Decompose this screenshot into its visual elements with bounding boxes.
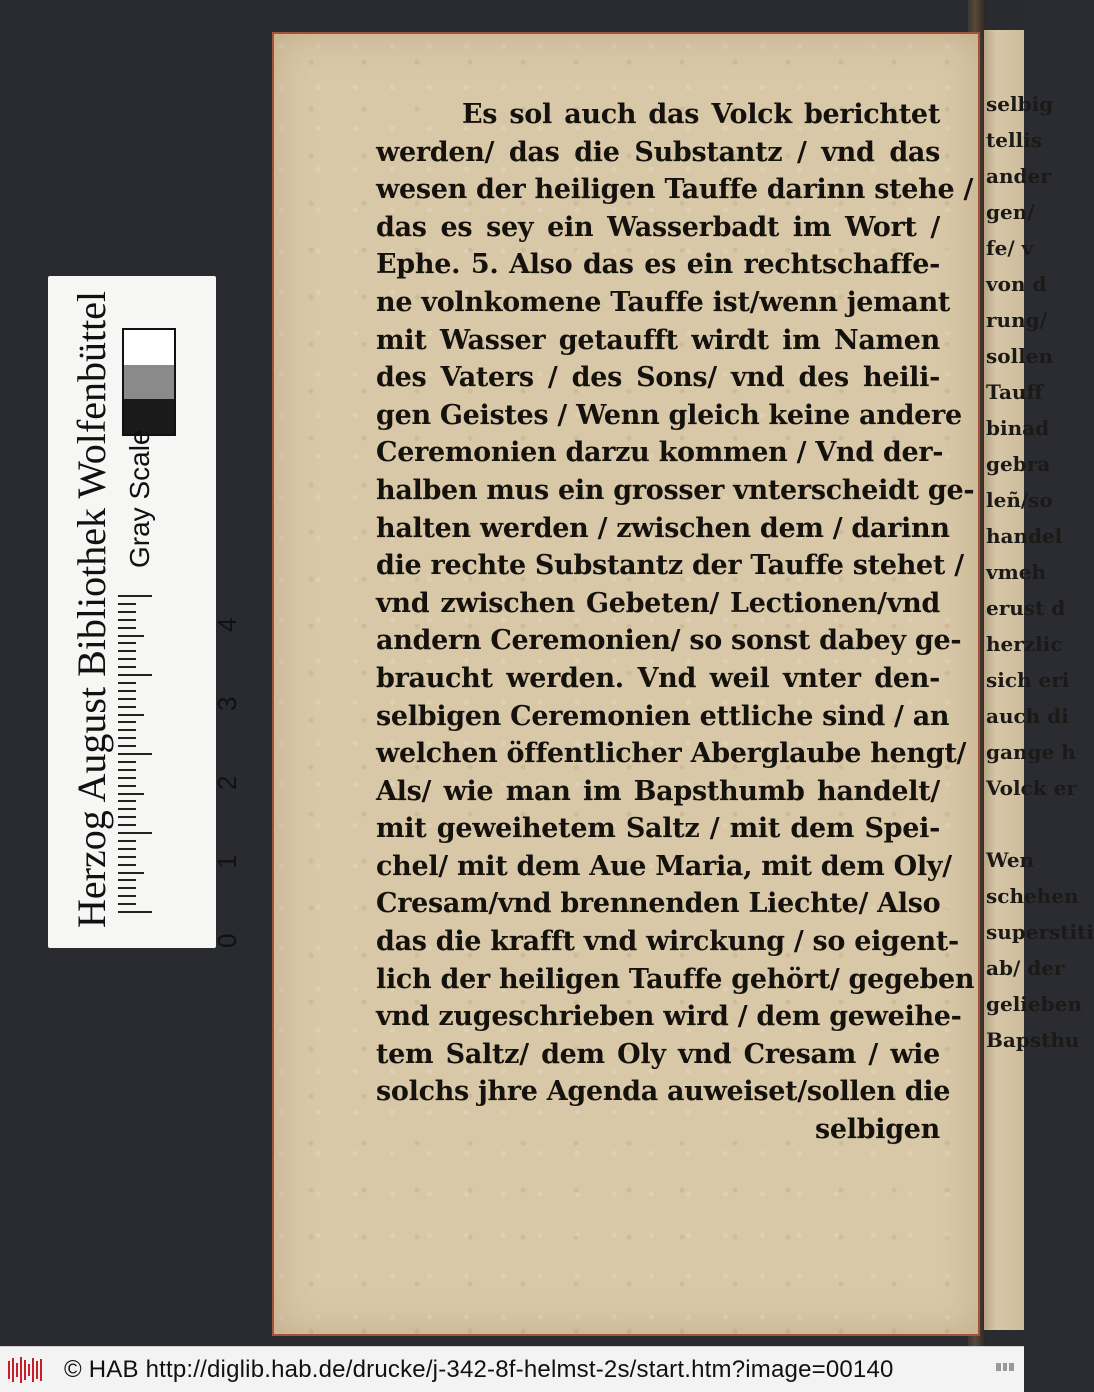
text-line: Als/ wie man im Bapsthumb handelt/ [376,775,940,807]
next-page-fragment: Wen [986,848,1035,872]
next-page-fragment: gebra [986,452,1051,476]
text-line: mit geweihetem Saltz / mit dem Spei- [376,813,940,845]
next-page-fragment: tellis [986,128,1043,152]
ruler-tick [118,627,136,629]
ruler-tick [118,595,152,597]
ruler-number: 1 [212,854,242,869]
text-line: wesen der heiligen Tauffe darinn stehe / [376,174,974,206]
book-page [272,32,980,1336]
text-line: tem Saltz/ dem Oly vnd Cresam / wie [376,1038,940,1070]
gray-swatch [124,330,174,365]
text-line: braucht werden. Vnd weil vnter den- [376,662,940,694]
ruler-tick [118,840,136,842]
ruler-tick [118,635,144,637]
ruler-tick [118,611,136,613]
ruler-tick [118,690,136,692]
ruler-tick [118,753,152,755]
ruler-tick [118,879,136,881]
ruler-tick [118,785,136,787]
ruler-tick [118,800,136,802]
text-line: das die krafft vnd wirckung / so eigent- [376,926,959,958]
color-scale-card [48,276,242,948]
next-page-fragment: schehen [986,884,1079,908]
ruler-tick [118,848,136,850]
text-line: das es sey ein Wasserbadt im Wort / [376,211,940,243]
next-page-fragment: sollen [986,344,1054,368]
ruler-tick [118,666,136,668]
text-line: die rechte Substantz der Tauffe stehet / [376,550,964,582]
ruler-tick [118,603,136,605]
text-line: solchs jhre Agenda auweiset/sollen die [376,1076,951,1108]
ruler-tick [118,698,136,700]
next-page-fragment: selbig [986,92,1054,116]
ruler-tick [118,721,136,723]
corner-icon [996,1363,1014,1371]
next-page-fragment: gange h [986,740,1076,764]
text-line: vnd zugeschrieben wird / dem geweihe- [376,1001,962,1033]
text-line: Ceremonien darzu kommen / Vnd der- [376,437,944,469]
ruler-number: 4 [212,617,242,632]
institution-label: Herzog August Bibliothek Wolfenbüttel [69,290,114,928]
next-page-fragment: ander [986,164,1051,188]
next-page-fragment: von d [986,272,1047,296]
ruler-number: 3 [212,696,242,711]
next-page-edge [984,30,1094,1330]
text-line: halben mus ein grosser vnterscheidt ge- [376,474,975,506]
text-line: vnd zwischen Gebeten/ Lectionen/vnd [376,587,940,619]
ruler-number: 2 [212,775,242,790]
text-line: ne volnkomene Tauffe ist/wenn jemant [376,286,951,318]
ruler-tick [118,737,136,739]
ruler-tick [118,650,136,652]
ruler-tick [118,872,144,874]
next-page-fragment: leñ/so [986,488,1053,512]
next-page-fragment: superstiti [986,920,1094,944]
hab-logo-icon[interactable] [8,1357,46,1383]
ruler-tick [118,832,152,834]
next-page-fragment: herzlic [986,632,1063,656]
gray-swatch [124,365,174,400]
ruler-tick [118,674,152,676]
gray-scale-label: Gray Scale [124,429,155,568]
next-page-fragment: gen/ [986,200,1035,224]
next-page-fragment: fe/ v [986,236,1034,260]
next-page-fragment: sich eri [986,668,1070,692]
ruler-tick [118,895,136,897]
page-text-block [376,96,975,1149]
text-line: gen Geistes / Wenn gleich keine andere [376,399,962,431]
text-line: des Vaters / des Sons/ vnd des heili- [376,362,940,394]
next-page-fragment: Volck er [986,776,1077,800]
ruler-tick [118,824,136,826]
ruler-tick [118,619,136,621]
gray-swatches [122,328,176,436]
next-page-fragment: vmeh [986,560,1047,584]
ruler-tick [118,714,144,716]
ruler-tick [118,816,136,818]
ruler-tick [118,777,136,779]
text-line: Ephe. 5. Also das es ein rechtschaffe- [376,249,940,281]
next-page-fragment: handel [986,524,1063,548]
viewer-footer [0,1346,1024,1392]
text-line: selbigen Ceremonien ettliche sind / an [376,700,950,732]
next-page-fragment: ab/ der [986,956,1065,980]
ruler-tick [118,769,136,771]
text-line: Cresam/vnd brennenden Liechte/ Also [376,888,941,920]
next-page-fragment: rung/ [986,308,1047,332]
ruler-tick [118,793,144,795]
next-page-fragment: auch di [986,704,1069,728]
ruler-tick [118,808,136,810]
ruler-tick [118,682,136,684]
ruler-tick [118,706,136,708]
next-page-fragment: binad [986,416,1050,440]
ruler-tick [118,903,136,905]
ruler-tick [118,856,136,858]
ruler-number: 0 [212,933,242,948]
next-page-fragment: Bapsthu [986,1028,1080,1052]
next-page-fragment: gelieben [986,992,1082,1016]
next-page-fragment: erust d [986,596,1066,620]
ruler-tick [118,761,136,763]
ruler-tick [118,658,136,660]
text-line: chel/ mit dem Aue Maria, mit dem Oly/ [376,850,952,882]
ruler-tick [118,887,136,889]
ruler-tick [118,642,136,644]
catchword: selbigen [814,1114,940,1146]
cm-ruler [118,586,242,948]
ruler-tick [118,911,152,913]
text-line: welchen öffentlicher Aberglaube hengt/ [376,738,967,770]
ruler-tick [118,729,136,731]
text-line: halten werden / zwischen dem / darinn [376,512,950,544]
next-page-fragment: Tauff [986,380,1043,404]
copyright-link[interactable]: © HAB http://diglib.hab.de/drucke/j-342-8f-helmst-2s/start.htm?image=00140 [64,1355,894,1383]
text-line: lich der heiligen Tauffe gehört/ gegeben [376,963,975,995]
ruler-tick [118,864,136,866]
text-line: mit Wasser getaufft wirdt im Namen [376,324,940,356]
ruler-tick [118,745,136,747]
text-line: werden/ das die Substantz / vnd das [376,136,940,168]
text-line: andern Ceremonien/ so sonst dabey ge- [376,625,962,657]
text-line: Es sol auch das Volck berichtet [462,99,940,130]
